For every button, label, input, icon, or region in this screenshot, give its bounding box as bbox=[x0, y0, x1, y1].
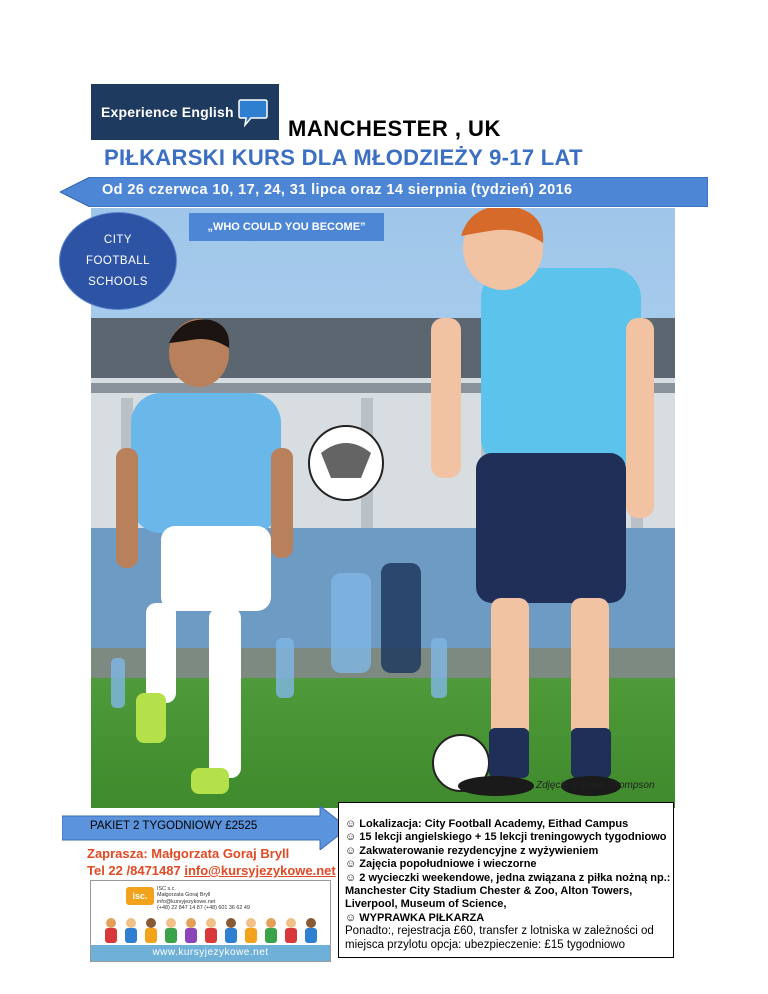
phone-number: Tel 22 /8471487 bbox=[87, 863, 185, 878]
people-illustration-icon bbox=[101, 915, 321, 945]
isc-contact-block bbox=[157, 886, 250, 912]
info-line: ☺ Zakwaterowanie rezydencyjne z wyżywieniem bbox=[345, 844, 599, 857]
city-title: MANCHESTER , UK bbox=[288, 116, 501, 141]
dates-banner bbox=[60, 177, 708, 207]
course-info-box bbox=[338, 802, 674, 958]
slogan-text: „WHO COULD YOU BECOME” bbox=[207, 221, 366, 233]
slogan-banner bbox=[189, 213, 384, 241]
logo-text: Experience English bbox=[101, 104, 234, 120]
isc-contact-line: info@kursyjezykowe.net bbox=[157, 898, 216, 905]
isc-logo: isc. bbox=[126, 887, 154, 905]
info-line: ☺ WYPRAWKA PIŁKARZA bbox=[345, 911, 485, 924]
phone-line bbox=[87, 863, 336, 878]
photo-illustration bbox=[91, 208, 675, 808]
website-url[interactable]: www.kursyjezykowe.net bbox=[91, 945, 330, 961]
city-football-schools-badge bbox=[59, 212, 177, 310]
isc-business-card bbox=[90, 880, 331, 962]
info-line: Manchester City Stadium Chester & Zoo, Alton Towers, bbox=[345, 885, 633, 898]
speech-bubble-icon bbox=[237, 96, 269, 128]
info-extra-line: miejsca przylotu opcja: ubezpieczenie: £15 tygodniowo bbox=[345, 938, 625, 951]
info-line: Liverpool, Museum of Science, bbox=[345, 898, 507, 911]
badge-line: FOOTBALL bbox=[85, 254, 151, 267]
photo-credit: Zdjęcie © Dave Thompson bbox=[536, 780, 655, 791]
training-photo bbox=[91, 208, 675, 808]
isc-contact-line: Małgorzata Goraj Bryll bbox=[157, 892, 211, 899]
info-line: ☺ Zajęcia popołudniowe i wieczorne bbox=[345, 858, 537, 871]
experience-english-logo bbox=[91, 84, 279, 140]
email-link[interactable]: info@kursyjezykowe.net bbox=[184, 863, 336, 878]
info-line: ☺ 2 wycieczki weekendowe, jedna związana z piłka nożną np.: bbox=[345, 871, 671, 884]
package-label: PAKIET 2 TYGODNIOWY £2525 bbox=[90, 820, 258, 832]
isc-contact-line: ISC s.c. bbox=[157, 886, 176, 892]
info-line: ☺ 15 lekcji angielskiego + 15 lekcji treningowych tygodniowo bbox=[345, 831, 667, 844]
package-banner bbox=[62, 806, 350, 850]
info-extra-line: Ponadto:, rejestracja £60, transfer z lotniska w zależności od bbox=[345, 925, 654, 938]
course-title: PIŁKARSKI KURS DLA MŁODZIEŻY 9-17 LAT bbox=[104, 145, 583, 170]
dates-text: Od 26 czerwca 10, 17, 24, 31 lipca oraz 14 sierpnia (tydzień) 2016 bbox=[102, 182, 573, 198]
invite-text: Zaprasza: Małgorzata Goraj Bryll bbox=[87, 846, 290, 861]
badge-line: CITY bbox=[103, 233, 133, 246]
info-line: ☺ Lokalizacja: City Football Academy, Eithad Campus bbox=[345, 818, 629, 830]
badge-line: SCHOOLS bbox=[88, 275, 148, 288]
isc-contact-line: (+48) 22 847 14 87 (+48) 601 36 62 49 bbox=[157, 905, 250, 912]
